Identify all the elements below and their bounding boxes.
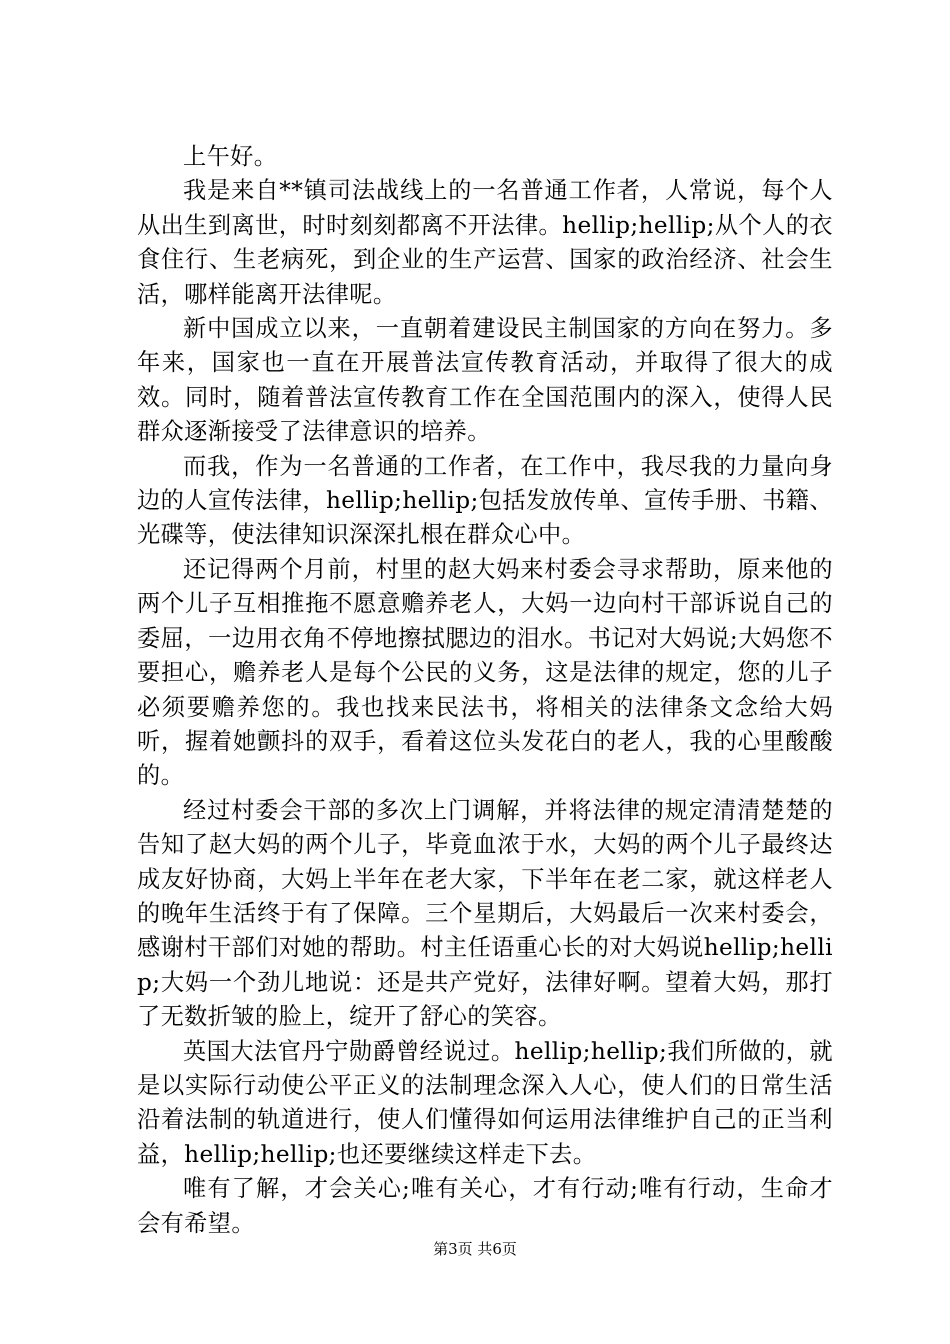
page-number-footer: 第3页 共6页 (433, 1240, 517, 1258)
paragraph-story-part-1: 还记得两个月前，村里的赵大妈来村委会寻求帮助，原来他的两个儿子互相推拖不愿意赡养老人，大妈一边向村干部诉说自己的委屈，一边用衣角不停地擦拭腮边的泪水。书记对大妈说;大妈您不要担心，赡养老人是每个公民的义务，这是法律的规定，您的儿子必须要赡养您的。我也找来民法书，将相关的法律条文念给大妈听，握着她颤抖的双手，看着这位头发花白的老人，我的心里酸酸的。 (137, 555, 833, 790)
paragraph-personal-work: 而我，作为一名普通的工作者，在工作中，我尽我的力量向身边的人宣传法律，hellip;hellip;包括发放传单、宣传手册、书籍、光碟等，使法律知识深深扎根在群众心中。 (137, 452, 833, 549)
paragraph-national-efforts: 新中国成立以来，一直朝着建设民主制国家的方向在努力。多年来，国家也一直在开展普法宣传教育活动，并取得了很大的成效。同时，随着普法宣传教育工作在全国范围内的深入，使得人民群众逐渐接受了法律意识的培养。 (137, 315, 833, 446)
paragraph-closing: 唯有了解，才会关心;唯有关心，才有行动;唯有行动，生命才会有希望。 (137, 1175, 833, 1237)
document-body (137, 140, 833, 1241)
paragraph-introduction: 我是来自**镇司法战线上的一名普通工作者，人常说，每个人从出生到离世，时时刻刻都离不开法律。hellip;hellip;从个人的衣食住行、生老病死，到企业的生产运营、国家的政治经济、社会生活，哪样能离开法律呢。 (137, 177, 833, 308)
paragraph-quote: 英国大法官丹宁勋爵曾经说过。hellip;hellip;我们所做的，就是以实际行动使公平正义的法制理念深入人心，使人们的日常生活沿着法制的轨道进行，使人们懂得如何运用法律维护自己的正当利益，hellip;hellip;也还要继续这样走下去。 (137, 1037, 833, 1168)
paragraph-greeting: 上午好。 (183, 143, 278, 170)
paragraph-story-part-2: 经过村委会干部的多次上门调解，并将法律的规定清清楚楚的告知了赵大妈的两个儿子，毕竟血浓于水，大妈的两个儿子最终达成友好协商，大妈上半年在老大家，下半年在老二家，就这样老人的晚年生活终于有了保障。三个星期后，大妈最后一次来村委会，感谢村干部们对她的帮助。村主任语重心长的对大妈说hellip;hellip;大妈一个劲儿地说：还是共产党好，法律好啊。望着大妈，那打了无数折皱的脸上，绽开了舒心的笑容。 (137, 796, 833, 1031)
